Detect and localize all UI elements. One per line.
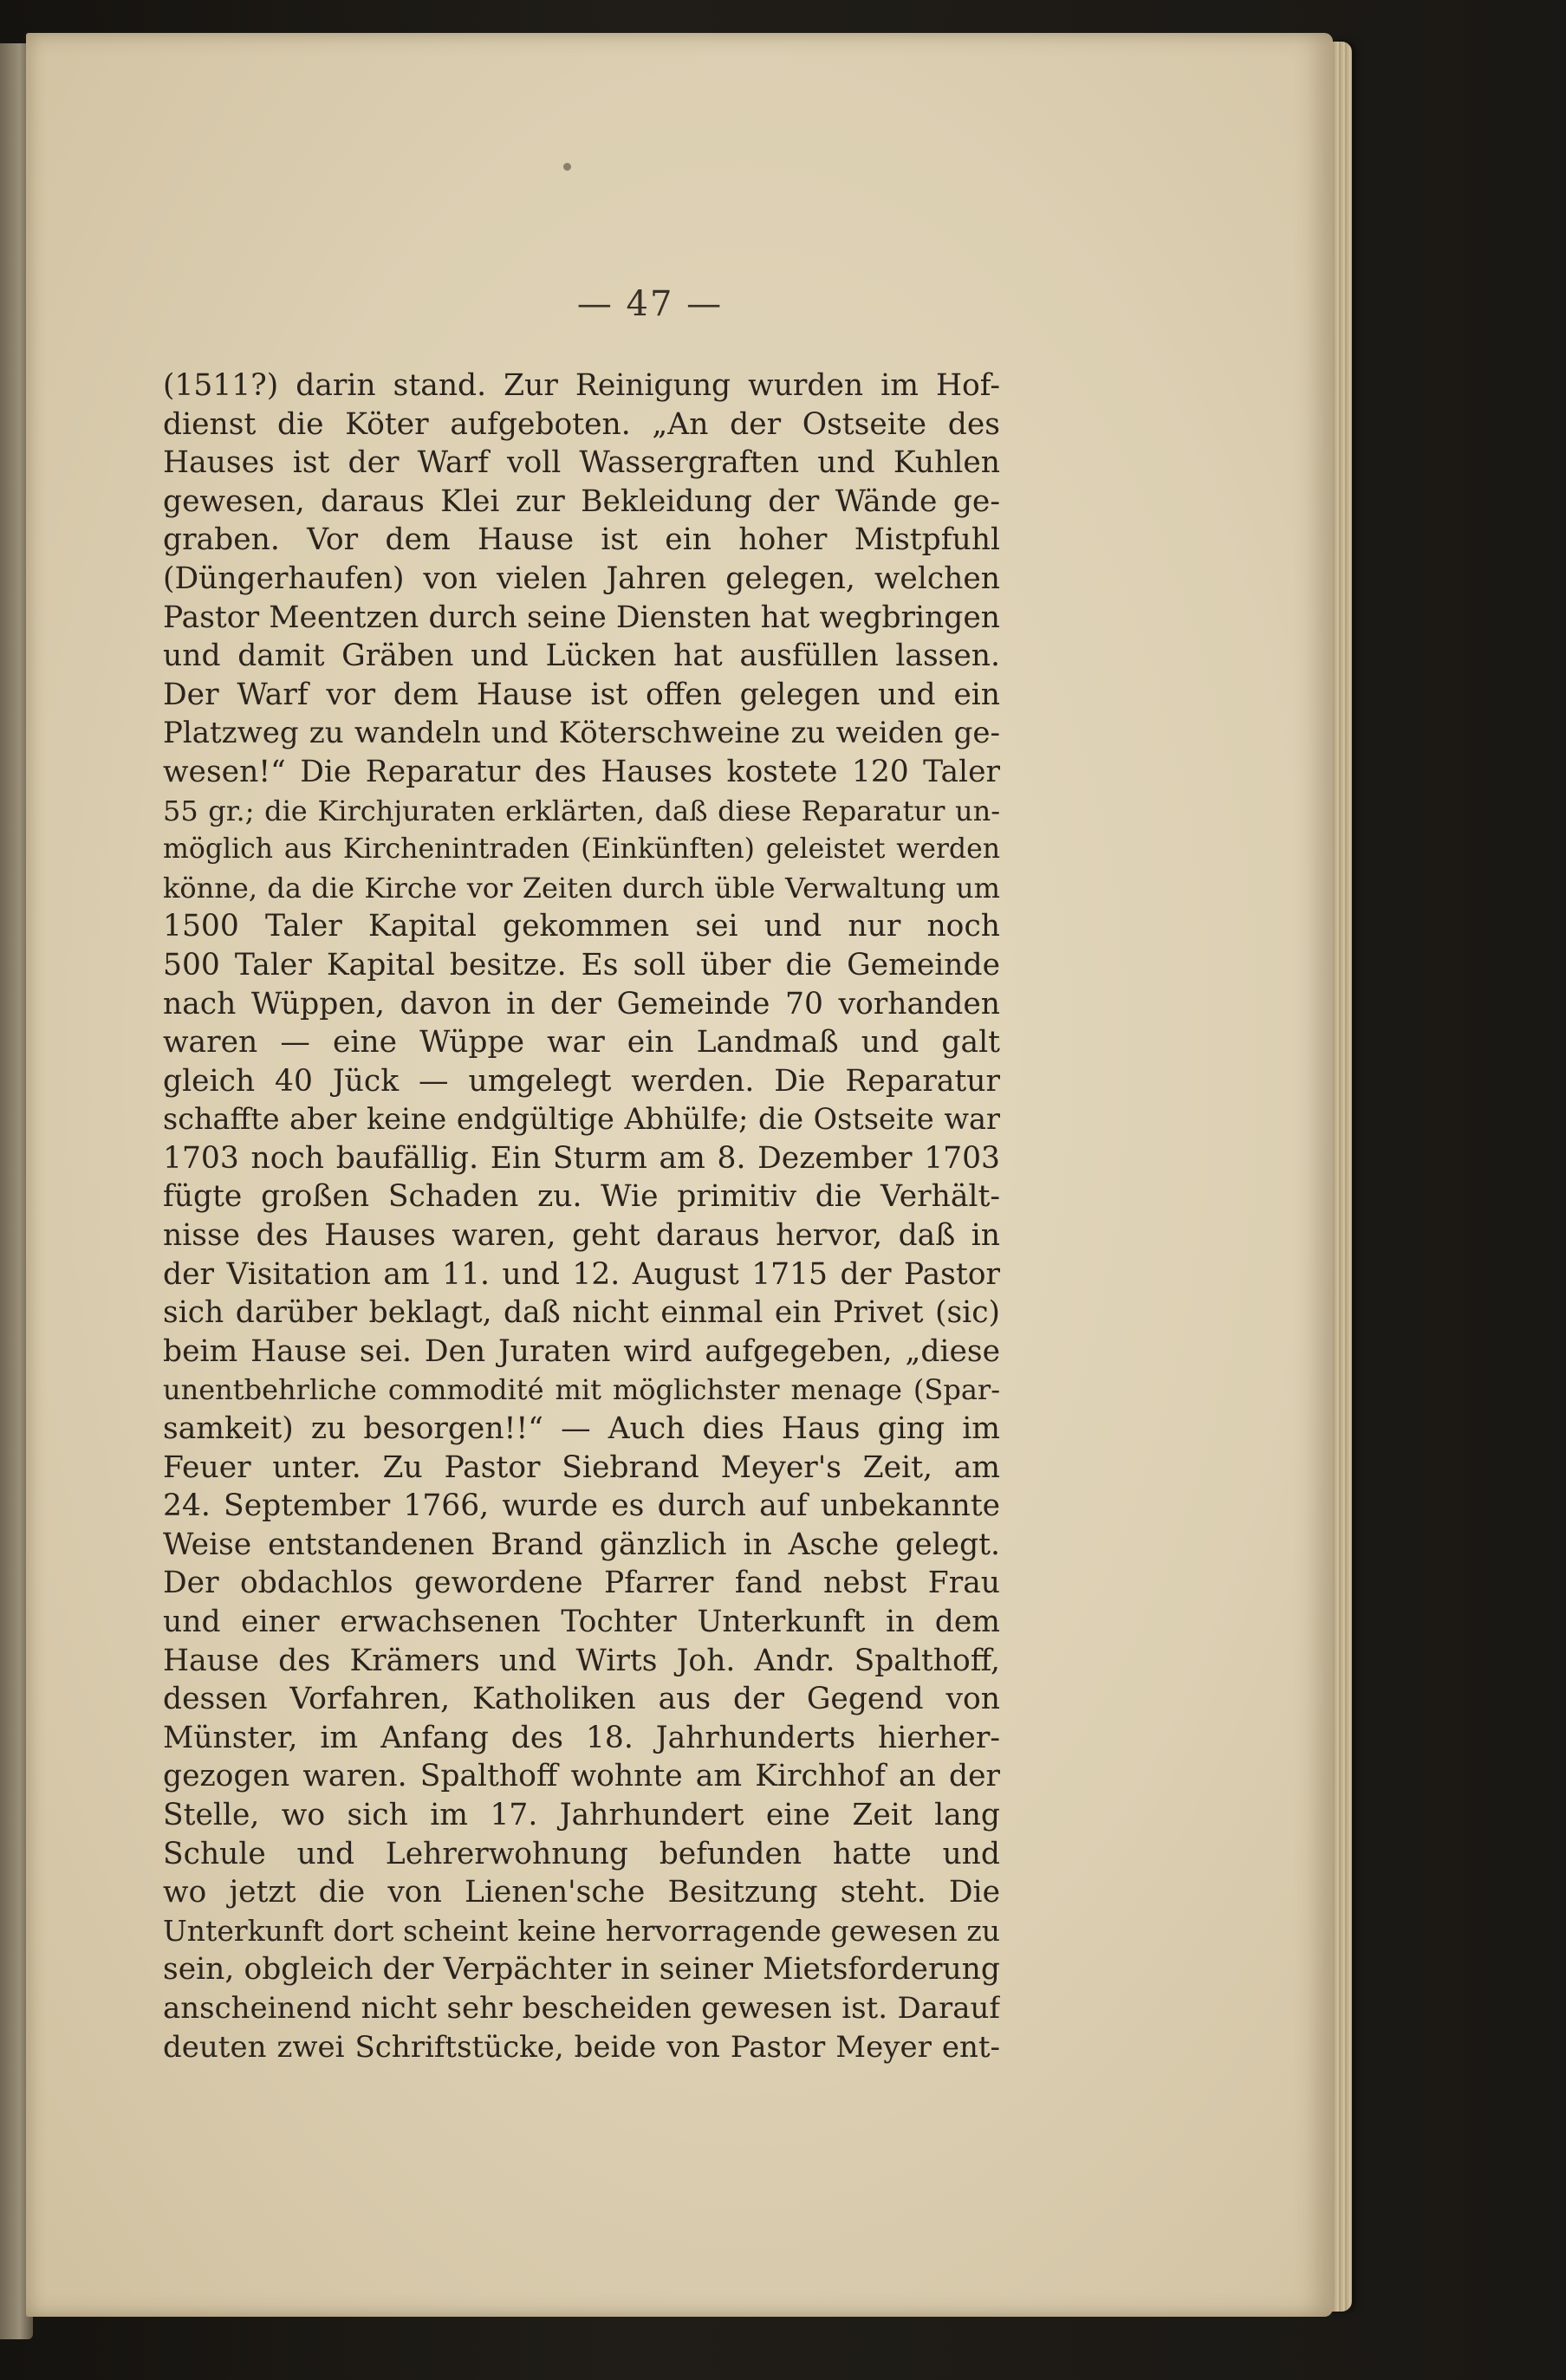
text-line: Pastor Meentzen durch seine Diensten hat wegbringen	[163, 600, 1000, 635]
text-line: 24. September 1766, wurde es durch auf unbekannte	[163, 1488, 1000, 1524]
text-line: graben. Vor dem Hause ist ein hoher Mistpfuhl	[163, 522, 1000, 558]
text-line: Weise entstandenen Brand gänzlich in Asche gelegt.	[163, 1527, 1000, 1562]
page-number: — 47 —	[576, 284, 724, 324]
text-line: samkeit) zu besorgen!!“ — Auch dies Haus ging im	[163, 1411, 1000, 1447]
paper-speck	[563, 163, 571, 171]
text-line: wo jetzt die von Lienen'sche Besitzung steht. Die	[163, 1875, 1000, 1910]
text-line: 1500 Taler Kapital gekommen sei und nur noch	[163, 909, 1000, 944]
text-line: dienst die Köter aufgeboten. „An der Ostseite des	[163, 406, 1000, 442]
text-line: Platzweg zu wandeln und Köterschweine zu weiden ge-	[163, 716, 1000, 751]
text-line: sein, obgleich der Verpächter in seiner Mietsforderung	[163, 1952, 1000, 1988]
text-line: fügte großen Schaden zu. Wie primitiv die Verhält-	[163, 1179, 1000, 1215]
text-line: 55 gr.; die Kirchjuraten erklärten, daß diese Reparatur un-	[163, 794, 1000, 827]
text-line: Stelle, wo sich im 17. Jahrhundert eine Zeit lang	[163, 1797, 1000, 1832]
text-line: Unterkunft dort scheint keine hervorragende gewesen zu	[163, 1913, 1000, 1948]
text-line: und einer erwachsenen Tochter Unterkunft in dem	[163, 1605, 1000, 1639]
text-line: beim Hause sei. Den Juraten wird aufgegeben, „diese	[163, 1333, 1000, 1369]
text-line: 500 Taler Kapital besitze. Es soll über die Gemeinde	[163, 947, 1000, 982]
text-line: Hauses ist der Warf voll Wassergraften und Kuhlen	[163, 445, 1000, 481]
text-line: und damit Gräben und Lücken hat ausfüllen lassen.	[163, 639, 1000, 674]
text-line: der Visitation am 11. und 12. August 1715 der Pastor	[163, 1256, 1000, 1292]
text-line: Feuer unter. Zu Pastor Siebrand Meyer's Zeit, am	[163, 1449, 1000, 1485]
book-page	[26, 33, 1333, 2317]
text-line: wesen!“ Die Reparatur des Hauses kostete 120 Taler	[163, 754, 1000, 789]
text-line: sich darüber beklagt, daß nicht einmal ein Privet (sic)	[163, 1295, 1000, 1331]
text-line: könne, da die Kirche vor Zeiten durch üble Verwaltung um	[163, 871, 1000, 905]
text-line: (Düngerhaufen) von vielen Jahren gelegen, welchen	[163, 561, 1000, 596]
text-line: (1511?) darin stand. Zur Reinigung wurden im Hof-	[163, 368, 1000, 403]
text-line: waren — eine Wüppe war ein Landmaß und galt	[163, 1025, 1000, 1060]
text-line: anscheinend nicht sehr bescheiden gewesen ist. Darauf	[163, 1990, 1000, 2026]
text-line: dessen Vorfahren, Katholiken aus der Gegend von	[163, 1682, 1000, 1717]
text-line: unentbehrliche commodité mit möglichster menage (Spar-	[163, 1373, 1000, 1407]
text-line: möglich aus Kirchenintraden (Einkünften) geleistet werden	[163, 833, 1000, 866]
text-line: 1703 noch baufällig. Ein Sturm am 8. Dezember 1703	[163, 1140, 1000, 1176]
body-text	[163, 366, 1000, 2066]
text-line: deuten zwei Schriftstücke, beide von Pastor Meyer ent-	[163, 2029, 1000, 2065]
text-line: nisse des Hauses waren, geht daraus hervor, daß in	[163, 1218, 1000, 1254]
text-line: gezogen waren. Spalthoff wohnte am Kirchhof an der	[163, 1759, 1000, 1794]
text-line: Schule und Lehrerwohnung befunden hatte und	[163, 1836, 1000, 1871]
text-line: gleich 40 Jück — umgelegt werden. Die Reparatur	[163, 1063, 1000, 1099]
text-line: Der Warf vor dem Hause ist offen gelegen und ein	[163, 677, 1000, 712]
text-line: Der obdachlos gewordene Pfarrer fand nebst Frau	[163, 1566, 1000, 1601]
text-line: nach Wüppen, davon in der Gemeinde 70 vorhanden	[163, 986, 1000, 1021]
text-line: gewesen, daraus Klei zur Bekleidung der Wände ge-	[163, 483, 1000, 519]
text-line: Münster, im Anfang des 18. Jahrhunderts hierher-	[163, 1720, 1000, 1755]
text-line: Hause des Krämers und Wirts Joh. Andr. Spalthoff,	[163, 1643, 1000, 1678]
text-line: schaffte aber keine endgültige Abhülfe; die Ostseite war	[163, 1102, 1000, 1137]
